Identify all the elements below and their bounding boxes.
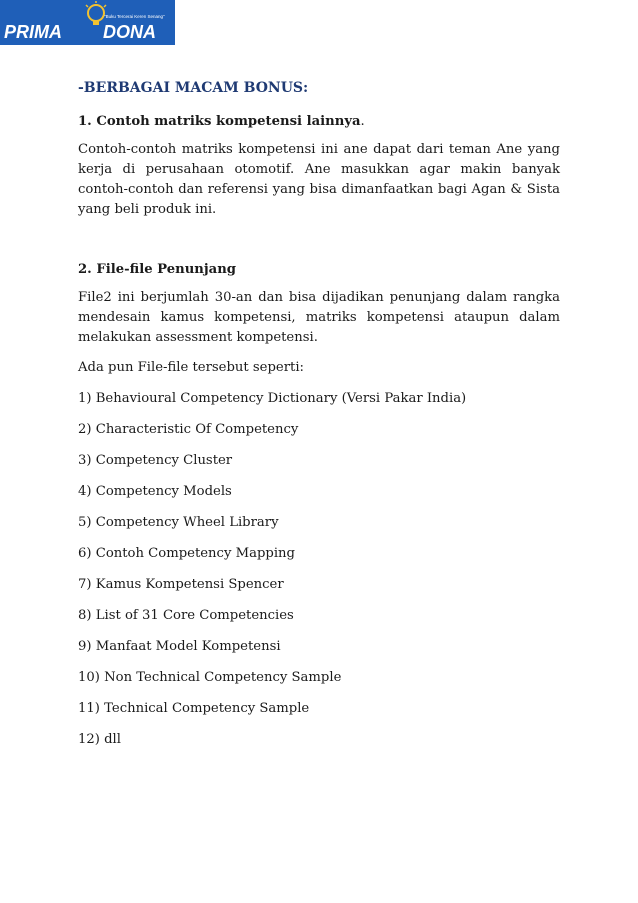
- logo-text-left: PRIMA: [4, 22, 62, 42]
- document-body: [78, 78, 560, 761]
- primadona-logo-graphic: [0, 0, 175, 45]
- list-item: 10) Non Technical Competency Sample: [78, 670, 342, 685]
- list-item: 4) Competency Models: [78, 484, 232, 499]
- section2-body: File2 ini berjumlah 30-an dan bisa dijadikan penunjang dalam rangka mendesain kamus kompetensi, matriks kompetensi ataupun dalam melakukan assessment kompetensi.: [78, 290, 560, 345]
- list-item: 11) Technical Competency Sample: [78, 701, 310, 716]
- section1-title-suffix: .: [360, 114, 365, 129]
- list-item: 6) Contoh Competency Mapping: [78, 546, 295, 561]
- bonus-heading: -BERBAGAI MACAM BONUS:: [78, 80, 309, 96]
- primadona-logo: [0, 0, 175, 45]
- section1-body: Contoh-contoh matriks kompetensi ini ane dapat dari teman Ane yang kerja di perusahaan otomotif. Ane masukkan agar makin banyak contoh-contoh dan referensi yang bisa dimanfaatkan bagi Agan & Sista yang beli produk ini.: [78, 142, 560, 217]
- list-item: 1) Behavioural Competency Dictionary (Versi Pakar India): [78, 391, 467, 406]
- section2-title: 2. File-file Penunjang: [78, 262, 237, 277]
- list-item: 7) Kamus Kompetensi Spencer: [78, 577, 284, 592]
- section2-intro: Ada pun File-file tersebut seperti:: [78, 360, 304, 375]
- section1-title: 1. Contoh matriks kompetensi lainnya: [78, 114, 361, 129]
- list-item: 5) Competency Wheel Library: [78, 515, 279, 530]
- list-item: 8) List of 31 Core Competencies: [78, 608, 294, 623]
- file-list: [78, 389, 560, 750]
- list-item: 3) Competency Cluster: [78, 453, 233, 468]
- list-item: 12) dll: [78, 732, 121, 747]
- list-item: 9) Manfaat Model Kompetensi: [78, 639, 281, 654]
- section1-heading: [78, 112, 560, 132]
- logo-text-right: DONA: [103, 22, 156, 42]
- list-item: 2) Characteristic Of Competency: [78, 422, 299, 437]
- logo-tagline: "Buku Tercerai Keren Senang": [104, 14, 165, 19]
